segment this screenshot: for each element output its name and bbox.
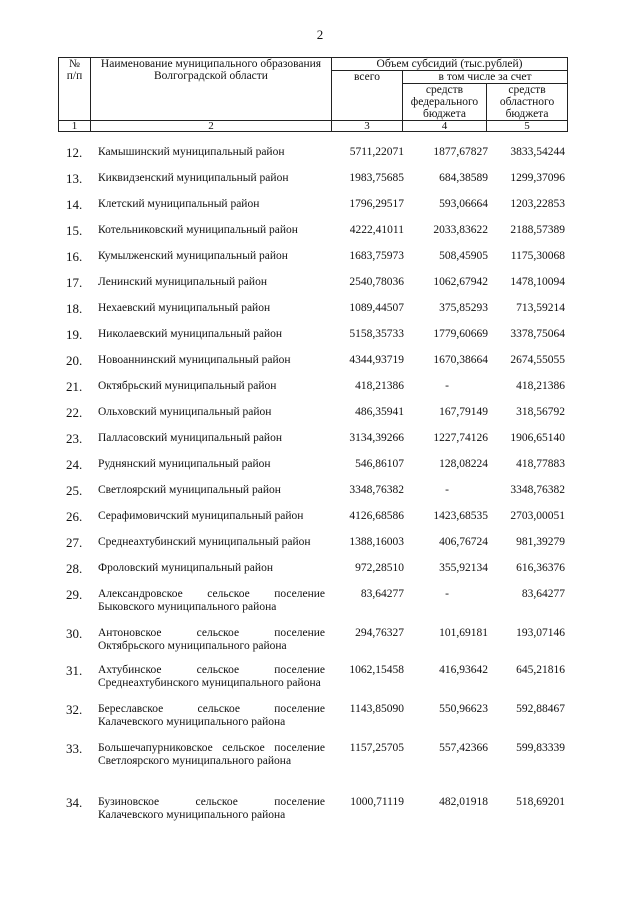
row-total: 418,21386 [355, 380, 404, 392]
row-number: 18. [66, 301, 83, 316]
row-name: Большечапурниковское сельское поселение Светлоярского муниципального района [98, 742, 325, 767]
row-federal: 593,06664 [439, 198, 488, 210]
row-federal: 128,08224 [439, 458, 488, 470]
row-number: 24. [66, 457, 83, 472]
row-name: Антоновское сельское поселение Октябрьского муниципального района [98, 627, 325, 652]
row-total: 1062,15458 [349, 664, 404, 676]
row-total: 3348,76382 [349, 484, 404, 496]
row-total: 4222,41011 [349, 224, 404, 236]
header-total: всего [332, 71, 403, 121]
row-number: 26. [66, 509, 83, 524]
row-regional: 1299,37096 [510, 172, 565, 184]
row-name: Ольховский муниципальный район [98, 406, 272, 418]
row-total: 1983,75685 [349, 172, 404, 184]
row-total: 1683,75973 [349, 250, 404, 262]
row-name: Камышинский муниципальный район [98, 146, 285, 158]
row-federal: 406,76724 [439, 536, 488, 548]
row-regional: 83,64277 [521, 588, 565, 600]
row-total: 2540,78036 [349, 276, 404, 288]
row-number: 34. [66, 795, 83, 810]
row-regional: 981,39279 [516, 536, 565, 548]
row-name: Фроловский муниципальный район [98, 562, 273, 574]
row-regional: 518,69201 [516, 796, 565, 808]
row-name: Александровское сельское поселение Быковского муниципального района [98, 588, 325, 613]
row-federal: 508,45905 [439, 250, 488, 262]
row-number: 19. [66, 327, 83, 342]
row-regional: 193,07146 [516, 627, 565, 639]
row-regional: 3378,75064 [510, 328, 565, 340]
row-name: Клетский муниципальный район [98, 198, 260, 210]
row-regional: 418,77883 [516, 458, 565, 470]
row-number: 13. [66, 171, 83, 186]
row-total: 486,35941 [355, 406, 404, 418]
row-name: Среднеахтубинский муниципальный район [98, 536, 311, 548]
row-name: Николаевский муниципальный район [98, 328, 283, 340]
row-regional: 599,83339 [516, 742, 565, 754]
row-name: Руднянский муниципальный район [98, 458, 271, 470]
row-total: 1143,85090 [349, 703, 404, 715]
page-number: 2 [316, 27, 324, 42]
row-name: Береславское сельское поселение Калачевского муниципального района [98, 703, 325, 728]
row-name: Октябрьский муниципальный район [98, 380, 277, 392]
row-regional: 3833,54244 [510, 146, 565, 158]
row-number: 29. [66, 587, 83, 602]
row-federal: 167,79149 [439, 406, 488, 418]
row-number: 12. [66, 145, 83, 160]
row-regional: 418,21386 [516, 380, 565, 392]
row-name: Серафимовичский муниципальный район [98, 510, 304, 522]
row-total: 294,76327 [355, 627, 404, 639]
row-total: 972,28510 [355, 562, 404, 574]
row-regional: 592,88467 [516, 703, 565, 715]
header-index: 1 [59, 121, 91, 132]
row-regional: 3348,76382 [510, 484, 565, 496]
row-number: 28. [66, 561, 83, 576]
row-name: Новоаннинский муниципальный район [98, 354, 291, 366]
row-federal: - [445, 484, 449, 496]
row-name: Бузиновское сельское поселение Калачевского муниципального района [98, 796, 325, 821]
row-federal: 1779,60669 [433, 328, 488, 340]
row-federal: 482,01918 [439, 796, 488, 808]
row-federal: 1877,67827 [433, 146, 488, 158]
row-name: Светлоярский муниципальный район [98, 484, 281, 496]
row-federal: 2033,83622 [433, 224, 488, 236]
header-index: 2 [91, 121, 332, 132]
row-federal: 1227,74126 [433, 432, 488, 444]
row-total: 546,86107 [355, 458, 404, 470]
header-volume: Объем субсидий (тыс.рублей) [332, 58, 568, 71]
row-number: 33. [66, 741, 83, 756]
row-federal: - [445, 380, 449, 392]
header-including: в том числе за счет [403, 71, 568, 84]
row-number: 30. [66, 626, 83, 641]
row-regional: 1478,10094 [510, 276, 565, 288]
row-regional: 645,21816 [516, 664, 565, 676]
row-total: 1157,25705 [349, 742, 404, 754]
row-regional: 1175,30068 [510, 250, 565, 262]
row-federal: 355,92134 [439, 562, 488, 574]
row-regional: 713,59214 [516, 302, 565, 314]
row-federal: 684,38589 [439, 172, 488, 184]
row-number: 14. [66, 197, 83, 212]
row-regional: 318,56792 [516, 406, 565, 418]
row-federal: 557,42366 [439, 742, 488, 754]
row-number: 15. [66, 223, 83, 238]
row-total: 4126,68586 [349, 510, 404, 522]
header-federal: средств федерального бюджета [403, 84, 487, 121]
header-number: № п/п [59, 58, 91, 121]
header-index: 5 [487, 121, 568, 132]
header-name: Наименование муниципального образования Волгоградской области [91, 58, 332, 121]
row-number: 32. [66, 702, 83, 717]
header-index: 4 [403, 121, 487, 132]
row-federal: - [445, 588, 449, 600]
row-name: Палласовский муниципальный район [98, 432, 282, 444]
row-number: 20. [66, 353, 83, 368]
row-total: 1089,44507 [349, 302, 404, 314]
row-number: 21. [66, 379, 83, 394]
row-number: 16. [66, 249, 83, 264]
row-name: Ахтубинское сельское поселение Среднеахтубинского муниципального района [98, 664, 325, 689]
row-number: 22. [66, 405, 83, 420]
row-total: 1388,16003 [349, 536, 404, 548]
row-regional: 1203,22853 [510, 198, 565, 210]
row-federal: 1670,38664 [433, 354, 488, 366]
row-regional: 2703,00051 [510, 510, 565, 522]
row-total: 3134,39266 [349, 432, 404, 444]
row-total: 83,64277 [360, 588, 404, 600]
row-total: 1000,71119 [350, 796, 404, 808]
row-regional: 2674,55055 [510, 354, 565, 366]
row-name: Ленинский муниципальный район [98, 276, 267, 288]
header-regional: средств областного бюджета [487, 84, 568, 121]
row-federal: 1062,67942 [433, 276, 488, 288]
row-total: 4344,93719 [349, 354, 404, 366]
row-federal: 550,96623 [439, 703, 488, 715]
row-total: 1796,29517 [349, 198, 404, 210]
row-regional: 1906,65140 [510, 432, 565, 444]
row-number: 31. [66, 663, 83, 678]
row-federal: 416,93642 [439, 664, 488, 676]
row-federal: 101,69181 [439, 627, 488, 639]
row-number: 23. [66, 431, 83, 446]
row-federal: 375,85293 [439, 302, 488, 314]
row-number: 27. [66, 535, 83, 550]
row-total: 5158,35733 [349, 328, 404, 340]
row-regional: 2188,57389 [510, 224, 565, 236]
header-index: 3 [332, 121, 403, 132]
row-regional: 616,36376 [516, 562, 565, 574]
row-name: Кумылженский муниципальный район [98, 250, 288, 262]
row-name: Нехаевский муниципальный район [98, 302, 271, 314]
row-total: 5711,22071 [349, 146, 404, 158]
row-number: 25. [66, 483, 83, 498]
row-name: Киквидзенский муниципальный район [98, 172, 289, 184]
row-federal: 1423,68535 [433, 510, 488, 522]
row-number: 17. [66, 275, 83, 290]
row-name: Котельниковский муниципальный район [98, 224, 298, 236]
